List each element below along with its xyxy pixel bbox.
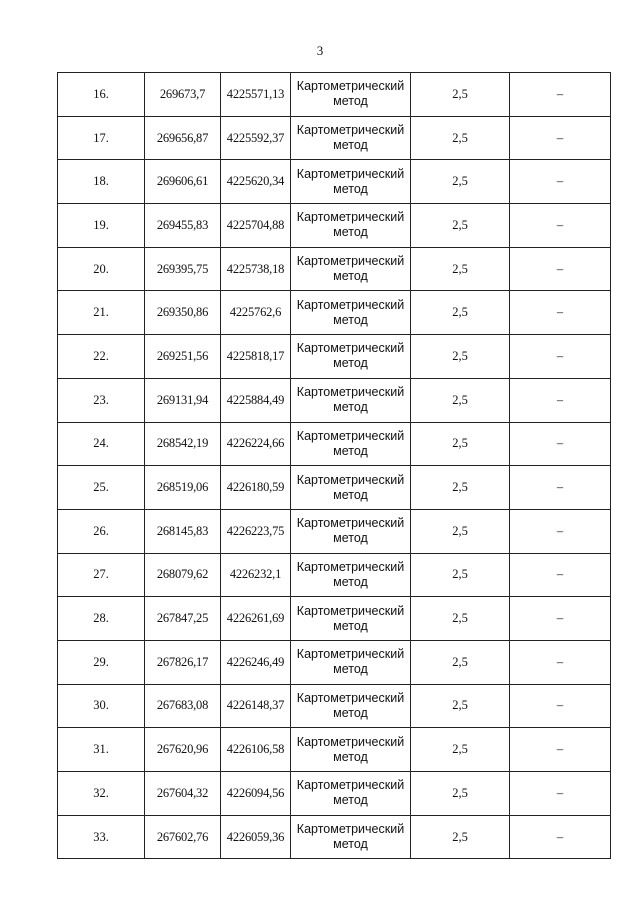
y-coordinate-cell: 4226246,49 [221,640,291,684]
x-coordinate-cell: 267602,76 [145,815,221,859]
y-coordinate-cell: 4225762,6 [221,291,291,335]
accuracy-cell: 2,5 [411,378,510,422]
method-line-1: Картометрический [296,559,405,574]
y-coordinate-cell: 4226261,69 [221,597,291,641]
method-cell [291,291,411,335]
accuracy-cell: 2,5 [411,116,510,160]
method-line-2: метод [333,837,368,852]
point-number-cell: 21. [58,291,145,335]
accuracy-cell: 2,5 [411,466,510,510]
note-cell: – [510,728,611,772]
method-line-1: Картометрический [296,516,405,531]
y-coordinate-cell: 4226106,58 [221,728,291,772]
method-line-2: метод [333,662,368,677]
x-coordinate-cell: 267826,17 [145,640,221,684]
x-coordinate-cell: 269131,94 [145,378,221,422]
method-line-2: метод [333,749,368,764]
x-coordinate-cell: 267604,32 [145,772,221,816]
method-cell [291,772,411,816]
method-line-2: метод [333,138,368,153]
method-line-2: метод [333,574,368,589]
x-coordinate-cell: 268145,83 [145,509,221,553]
table-row [58,466,611,510]
method-line-2: метод [333,705,368,720]
y-coordinate-cell: 4225620,34 [221,160,291,204]
y-coordinate-cell: 4226094,56 [221,772,291,816]
y-coordinate-cell: 4225738,18 [221,247,291,291]
x-coordinate-cell: 269673,7 [145,73,221,117]
x-coordinate-cell: 269395,75 [145,247,221,291]
method-line-1: Картометрический [296,428,405,443]
method-cell [291,160,411,204]
table-row [58,815,611,859]
note-cell: – [510,772,611,816]
method-cell [291,640,411,684]
point-number-cell: 19. [58,204,145,248]
table-row [58,509,611,553]
note-cell: – [510,509,611,553]
point-number-cell: 26. [58,509,145,553]
point-number-cell: 22. [58,335,145,379]
note-cell: – [510,116,611,160]
method-cell [291,684,411,728]
method-line-2: метод [333,312,368,327]
method-line-1: Картометрический [296,79,405,94]
y-coordinate-cell: 4225884,49 [221,378,291,422]
method-line-2: метод [333,356,368,371]
note-cell: – [510,291,611,335]
method-cell [291,73,411,117]
method-line-2: метод [333,269,368,284]
note-cell: – [510,684,611,728]
x-coordinate-cell: 269606,61 [145,160,221,204]
table-row [58,553,611,597]
accuracy-cell: 2,5 [411,160,510,204]
method-line-2: метод [333,94,368,109]
method-cell [291,553,411,597]
y-coordinate-cell: 4225704,88 [221,204,291,248]
accuracy-cell: 2,5 [411,247,510,291]
method-cell [291,597,411,641]
y-coordinate-cell: 4226059,36 [221,815,291,859]
note-cell: – [510,335,611,379]
x-coordinate-cell: 268079,62 [145,553,221,597]
note-cell: – [510,815,611,859]
method-line-1: Картометрический [296,472,405,487]
accuracy-cell: 2,5 [411,640,510,684]
point-number-cell: 17. [58,116,145,160]
accuracy-cell: 2,5 [411,728,510,772]
table-row [58,247,611,291]
point-number-cell: 30. [58,684,145,728]
method-line-2: метод [333,618,368,633]
method-line-1: Картометрический [296,123,405,138]
method-line-1: Картометрический [296,822,405,837]
method-cell [291,116,411,160]
point-number-cell: 25. [58,466,145,510]
method-cell [291,815,411,859]
y-coordinate-cell: 4226180,59 [221,466,291,510]
method-line-1: Картометрический [296,690,405,705]
point-number-cell: 29. [58,640,145,684]
y-coordinate-cell: 4226148,37 [221,684,291,728]
table-body [58,73,611,859]
y-coordinate-cell: 4226223,75 [221,509,291,553]
coordinates-table [57,72,611,859]
table-row [58,640,611,684]
note-cell: – [510,640,611,684]
x-coordinate-cell: 268542,19 [145,422,221,466]
point-number-cell: 20. [58,247,145,291]
accuracy-cell: 2,5 [411,684,510,728]
point-number-cell: 16. [58,73,145,117]
method-line-1: Картометрический [296,603,405,618]
x-coordinate-cell: 269251,56 [145,335,221,379]
point-number-cell: 32. [58,772,145,816]
point-number-cell: 31. [58,728,145,772]
table-row [58,422,611,466]
table-row [58,116,611,160]
page-number: 3 [316,43,324,58]
table-row [58,204,611,248]
accuracy-cell: 2,5 [411,291,510,335]
method-cell [291,378,411,422]
method-line-1: Картометрический [296,166,405,181]
note-cell: – [510,378,611,422]
x-coordinate-cell: 269455,83 [145,204,221,248]
x-coordinate-cell: 267683,08 [145,684,221,728]
method-line-1: Картометрический [296,385,405,400]
method-cell [291,509,411,553]
x-coordinate-cell: 268519,06 [145,466,221,510]
note-cell: – [510,597,611,641]
method-line-2: метод [333,181,368,196]
point-number-cell: 18. [58,160,145,204]
note-cell: – [510,553,611,597]
method-cell [291,204,411,248]
note-cell: – [510,247,611,291]
y-coordinate-cell: 4226224,66 [221,422,291,466]
method-line-1: Картометрический [296,210,405,225]
method-line-1: Картометрический [296,647,405,662]
method-cell [291,335,411,379]
method-line-1: Картометрический [296,254,405,269]
method-cell [291,247,411,291]
method-line-2: метод [333,793,368,808]
accuracy-cell: 2,5 [411,204,510,248]
accuracy-cell: 2,5 [411,509,510,553]
note-cell: – [510,73,611,117]
method-line-1: Картометрический [296,778,405,793]
method-line-2: метод [333,443,368,458]
x-coordinate-cell: 267847,25 [145,597,221,641]
table-row [58,335,611,379]
method-line-1: Картометрический [296,341,405,356]
method-line-2: метод [333,400,368,415]
accuracy-cell: 2,5 [411,422,510,466]
x-coordinate-cell: 269656,87 [145,116,221,160]
accuracy-cell: 2,5 [411,815,510,859]
note-cell: – [510,466,611,510]
y-coordinate-cell: 4225592,37 [221,116,291,160]
accuracy-cell: 2,5 [411,772,510,816]
method-cell [291,728,411,772]
table-row [58,772,611,816]
accuracy-cell: 2,5 [411,73,510,117]
method-line-1: Картометрический [296,297,405,312]
point-number-cell: 33. [58,815,145,859]
point-number-cell: 24. [58,422,145,466]
method-cell [291,422,411,466]
table-row [58,378,611,422]
x-coordinate-cell: 269350,86 [145,291,221,335]
table-row [58,160,611,204]
note-cell: – [510,160,611,204]
point-number-cell: 23. [58,378,145,422]
table-row [58,73,611,117]
point-number-cell: 27. [58,553,145,597]
note-cell: – [510,204,611,248]
method-cell [291,466,411,510]
accuracy-cell: 2,5 [411,553,510,597]
x-coordinate-cell: 267620,96 [145,728,221,772]
accuracy-cell: 2,5 [411,335,510,379]
y-coordinate-cell: 4225818,17 [221,335,291,379]
table-row [58,291,611,335]
table-row [58,684,611,728]
accuracy-cell: 2,5 [411,597,510,641]
note-cell: – [510,422,611,466]
method-line-2: метод [333,225,368,240]
point-number-cell: 28. [58,597,145,641]
y-coordinate-cell: 4225571,13 [221,73,291,117]
table-row [58,728,611,772]
method-line-2: метод [333,531,368,546]
table-row [58,597,611,641]
method-line-2: метод [333,487,368,502]
method-line-1: Картометрический [296,734,405,749]
y-coordinate-cell: 4226232,1 [221,553,291,597]
